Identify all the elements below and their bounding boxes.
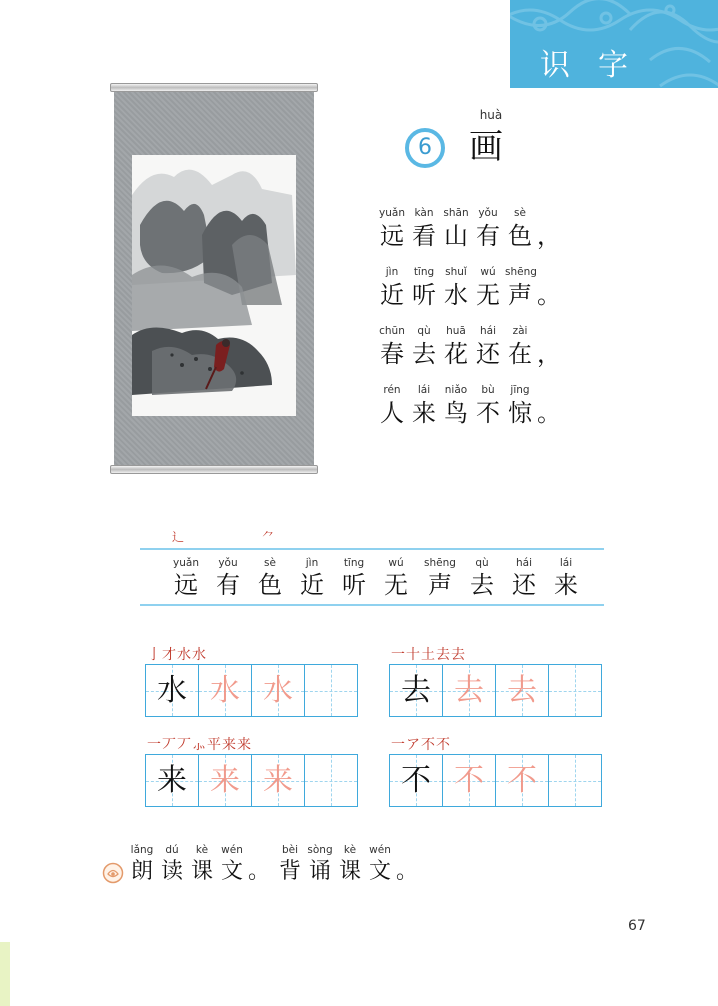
grid-cell <box>146 755 199 806</box>
grid-cell-empty <box>549 755 601 806</box>
poem-char: lái 来 <box>412 384 436 427</box>
trace-char: 水 <box>263 673 293 708</box>
stroke-order: 一ア不不 <box>391 737 451 753</box>
writing-grid <box>145 754 358 807</box>
trace-char: 不 <box>454 763 484 798</box>
poem-char: yǒu 有 <box>476 207 500 250</box>
vocab-char: wú 无 <box>384 557 408 599</box>
section-title: 识字 <box>540 48 656 83</box>
poem-char: shuǐ 水 <box>444 266 468 309</box>
lesson-title-pinyin: huà <box>479 108 503 122</box>
vocab-bottom-line <box>140 604 604 606</box>
task-char: wén 文 <box>368 844 391 884</box>
vocab-char: shēng 声 <box>424 557 456 599</box>
stroke-order: 一十土去去 <box>391 647 466 663</box>
vocab-char: yuǎn 远 <box>173 557 199 599</box>
poem-char: huā 花 <box>444 325 468 368</box>
lesson-number-badge: 6 <box>405 128 445 168</box>
poem-char: sè 色 <box>508 207 532 250</box>
grid-cell <box>252 665 305 716</box>
task-char: bèi 背 <box>278 844 301 884</box>
task-char: kè 课 <box>338 844 361 884</box>
poem-char: bù 不 <box>476 384 500 427</box>
grid-cell <box>496 755 549 806</box>
task-char: lǎng 朗 <box>130 844 154 884</box>
radical-hint: ⺈ <box>262 530 275 544</box>
vocab-strip <box>140 528 604 608</box>
page-edge-tab <box>0 942 10 1006</box>
poem-punctuation: 。 <box>537 281 561 309</box>
grid-cell <box>199 665 252 716</box>
trace-char: 不 <box>507 763 537 798</box>
model-char: 去 <box>401 673 431 708</box>
vocab-char: yǒu 有 <box>216 557 240 599</box>
poem-char: zài 在 <box>508 325 532 368</box>
trace-char: 去 <box>454 673 484 708</box>
section-banner <box>510 0 718 88</box>
stroke-order: 亅才水水 <box>147 647 207 663</box>
task-char: dú 读 <box>160 844 183 884</box>
task-char: kè 课 <box>190 844 213 884</box>
task-char: wén 文 <box>220 844 243 884</box>
vocab-char: lái 来 <box>554 557 578 599</box>
radical-hint: 辶 <box>172 530 185 544</box>
poem-char: wú 无 <box>476 266 500 309</box>
scroll-bottom-rod <box>110 465 318 474</box>
poem-char: qù 去 <box>412 325 436 368</box>
poem-char: yuǎn 远 <box>379 207 405 250</box>
trace-char: 去 <box>507 673 537 708</box>
poem-char: jīng 惊 <box>508 384 532 427</box>
landscape-illustration <box>132 155 296 416</box>
grid-cell <box>443 755 496 806</box>
grid-cell-empty <box>305 755 357 806</box>
poem-punctuation: ， <box>537 222 561 250</box>
writing-grid <box>389 754 602 807</box>
grid-cell <box>146 665 199 716</box>
vocab-top-line <box>140 548 604 550</box>
vocab-char: tīng 听 <box>342 557 366 599</box>
scroll-painting <box>110 83 318 475</box>
grid-cell <box>199 755 252 806</box>
grid-cell-empty <box>305 665 357 716</box>
poem-char: niǎo 鸟 <box>444 384 468 427</box>
task-char: sòng 诵 <box>307 844 333 884</box>
reading-task-icon <box>102 862 124 884</box>
model-char: 不 <box>401 763 431 798</box>
model-char: 来 <box>157 763 187 798</box>
poem-char: tīng 听 <box>412 266 436 309</box>
poem-char: shēng 声 <box>505 266 537 309</box>
poem-char: kàn 看 <box>412 207 436 250</box>
poem-punctuation: 。 <box>537 399 561 427</box>
page-number: 67 <box>628 918 646 934</box>
trace-char: 来 <box>210 763 240 798</box>
scroll-top-rod <box>110 83 318 92</box>
task-punctuation: 。 <box>396 859 419 884</box>
grid-cell <box>390 665 443 716</box>
vocab-char: jìn 近 <box>300 557 324 599</box>
model-char: 水 <box>157 673 187 708</box>
lesson-title: 画 <box>469 127 503 167</box>
task-punctuation: 。 <box>248 859 271 884</box>
grid-cell <box>252 755 305 806</box>
poem-char: rén 人 <box>380 384 404 427</box>
trace-char: 来 <box>263 763 293 798</box>
grid-cell <box>496 665 549 716</box>
trace-char: 水 <box>210 673 240 708</box>
poem-char: chūn 春 <box>379 325 405 368</box>
poem-punctuation: ， <box>537 340 561 368</box>
grid-cell <box>443 665 496 716</box>
landscape-painting <box>132 155 296 416</box>
writing-grid <box>389 664 602 717</box>
vocab-char: sè 色 <box>258 557 282 599</box>
poem-char: jìn 近 <box>380 266 404 309</box>
writing-grid <box>145 664 358 717</box>
vocab-char: hái 还 <box>512 557 536 599</box>
poem-char: shān 山 <box>443 207 469 250</box>
poem-char: hái 还 <box>476 325 500 368</box>
stroke-order: 一丆丆⺗平来来 <box>147 737 252 753</box>
vocab-char: qù 去 <box>470 557 494 599</box>
grid-cell <box>390 755 443 806</box>
grid-cell-empty <box>549 665 601 716</box>
